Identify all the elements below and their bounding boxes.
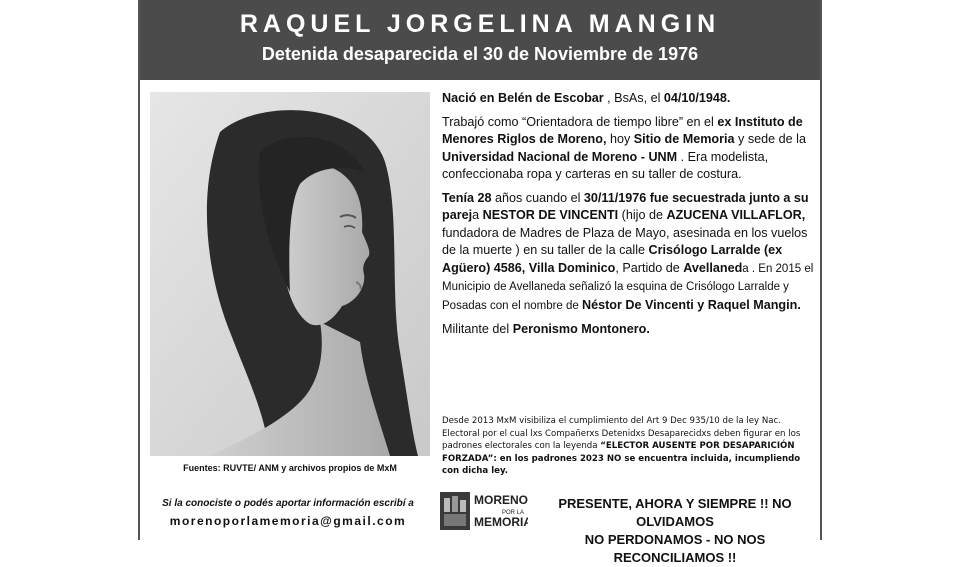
- note-bold: “ELECTOR AUSENTE POR DESAPARICIÓN FORZADA”: en los padrones 2023 NO se encuentra incluida, incumpliendo con dicha ley.: [442, 441, 801, 476]
- bio-text: a . En 2015 el Municipio de Avellaneda señalizó la esquina de Crisólogo Larralde y Posadas con el nombre de: [442, 262, 814, 312]
- bio-text: y sede de la: [734, 132, 806, 146]
- bio-bold: AZUCENA VILLAFLOR,: [666, 208, 806, 222]
- bio-bold: 30/11/1976 fue secuestrada junto a su parej: [442, 190, 809, 222]
- logo-text-3: MEMORIA: [474, 515, 528, 529]
- bio-text: Trabajó como “Orientadora de tiempo libre” en el: [442, 114, 718, 129]
- note-text: Desde 2013 MxM visibiliza el cumplimiento del Art 9 Dec 935/10 de la ley Nac. Electoral por el cual lxs Compañerxs Detenidxs Desaparecidxs deben figurar en los padrones electorales con la leyenda: [442, 416, 801, 451]
- photo-caption: Fuentes: RUVTE/ ANM y archivos propios de MxM: [183, 463, 397, 473]
- bio-bold: NESTOR DE VINCENTI: [482, 208, 619, 222]
- bio-bold: ex Instituto de Menores Riglos de Moreno,: [442, 114, 803, 146]
- portrait-photo: [150, 92, 430, 456]
- slogan-line-2: NO PERDONAMOS - NO NOS RECONCILIAMOS !!: [584, 532, 766, 565]
- birthplace: Nació en Belén de Escobar: [442, 91, 604, 105]
- militancy-paragraph: [442, 321, 816, 339]
- contact-email: morenoporlamemoria@gmail.com: [169, 514, 407, 528]
- bio-text: hoy: [606, 132, 634, 146]
- bio-text: fundadora de Madres de Plaza de Mayo, asesinada en los vuelos de la muerte ) en su taller de la calle: [442, 225, 808, 257]
- bio-text: . Era modelista, confeccionaba ropa y carteras en su taller de costura.: [442, 149, 769, 181]
- abduction-paragraph: [442, 190, 816, 316]
- bio-bold: Tenía 28: [442, 190, 492, 205]
- bio-bold: Crisólogo Larralde (ex Agüero) 4586, Villa Dominico: [442, 243, 783, 275]
- birth-paragraph: [442, 90, 816, 108]
- logo-mark: [440, 490, 528, 532]
- memorial-poster: [138, 0, 822, 565]
- slogan-line-1: PRESENTE, AHORA Y SIEMPRE !! NO OLVIDAMOS: [558, 496, 792, 529]
- logo-text-2: POR LA: [502, 510, 525, 516]
- poster-header: [140, 0, 820, 80]
- person-name: RAQUEL JORGELINA MANGIN: [239, 10, 721, 38]
- moreno-por-la-memoria-logo: [440, 490, 528, 532]
- bio-bold: Sitio de Memoria: [633, 132, 735, 146]
- bio-bold: Universidad Nacional de Moreno - UNM: [442, 149, 678, 164]
- bio-bold: Avellaned: [683, 260, 743, 275]
- bio-text: Militante del: [442, 322, 513, 336]
- contact-prompt: Si la conociste o podés aportar información escribí a: [162, 498, 414, 509]
- bio-bold: Peronismo Montonero.: [512, 322, 650, 336]
- bio-text: , Partido de: [615, 260, 684, 275]
- logo-text-1: MORENO: [474, 493, 528, 507]
- contact-block: [140, 498, 436, 528]
- bio-text: a: [472, 208, 483, 222]
- biography: [442, 90, 816, 345]
- electoral-note: [442, 415, 816, 478]
- birth-date: 04/10/1948.: [663, 91, 731, 105]
- bio-text: años cuando el: [491, 190, 584, 205]
- disappearance-date: Detenida desaparecida el 30 de Noviembre de 1976: [261, 44, 699, 64]
- slogan: [534, 495, 816, 567]
- bio-text: (hijo de: [618, 208, 667, 222]
- work-paragraph: [442, 114, 816, 184]
- portrait-illustration: [150, 92, 430, 456]
- bio-bold: Néstor De Vincenti y Raquel Mangin.: [582, 297, 801, 312]
- bio-text: , BsAs, el: [603, 91, 664, 105]
